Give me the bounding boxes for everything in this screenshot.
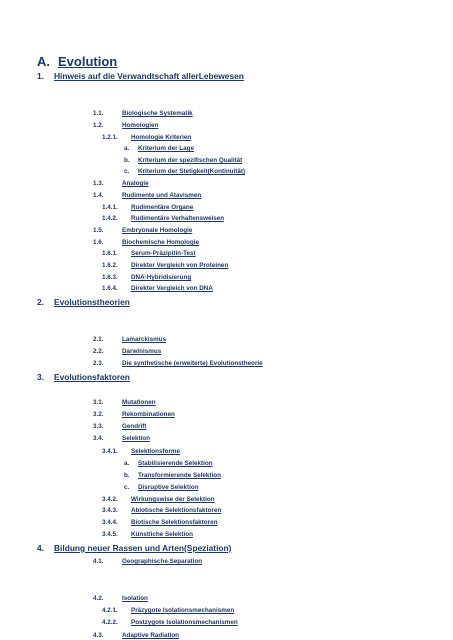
subsection-link[interactable]: Biochemische Homologie (122, 239, 199, 246)
subsubsection-link[interactable]: Serum-Präzipitin-Test (131, 250, 196, 257)
item-letter: c. (124, 168, 130, 175)
subsubsection-link[interactable]: Direkter Vergleich von DNA (131, 285, 213, 292)
item-link[interactable]: Kriterium der spezifischen Qualität (138, 157, 243, 164)
subsection-link[interactable]: Analogie (122, 180, 149, 187)
subsection-number: 4.2. (93, 595, 104, 602)
subsubsection-link[interactable]: Direkter Vergleich von Proteinen (131, 262, 229, 269)
subsubsection-link[interactable]: Präzygote Isolationsmechanismen (131, 607, 235, 614)
subsubsection-number: 1.6.2. (102, 262, 118, 269)
subsection-number: 2.2. (93, 348, 104, 355)
subsection-number: 3.1. (93, 399, 104, 406)
subsection-number: 1.6. (93, 239, 104, 246)
item-letter: b. (124, 157, 130, 164)
subsection-number: 2.1. (93, 336, 104, 343)
subsection-number: 3.2. (93, 411, 104, 418)
subsubsection-link[interactable]: Selektionsforme (131, 448, 180, 455)
subsection-link[interactable]: Isolation (122, 595, 148, 602)
item-link[interactable]: Stabilisierende Selektion (138, 460, 213, 467)
subsection-link[interactable]: Die synthetische (erweiterte) Evolutionstheorie (122, 360, 263, 367)
subsubsection-link[interactable]: Rudimentäre Verhaltensweisen (131, 215, 225, 222)
subsubsection-number: 4.2.2. (102, 619, 118, 626)
subsection-number: 1.3. (93, 180, 104, 187)
subsubsection-link[interactable]: Künstliche Selektion (131, 531, 193, 538)
subsubsection-number: 3.4.1. (102, 448, 118, 455)
subsection-link[interactable]: Geographische Separation (122, 558, 203, 565)
item-link[interactable]: Kriterium der Lage (138, 145, 194, 152)
subsection-link[interactable]: Embryonale Homologie (122, 227, 193, 234)
section-number: 2. (37, 297, 44, 307)
subsection-number: 2.3. (93, 360, 104, 367)
subsection-number: 1.5. (93, 227, 104, 234)
subsubsection-number: 3.4.3. (102, 507, 118, 514)
subsubsection-number: 3.4.5. (102, 531, 118, 538)
item-letter: c. (124, 484, 130, 491)
subsection-link[interactable]: Homologien (122, 122, 159, 129)
subsection-link[interactable]: Rudimente und Atavismen (122, 192, 202, 199)
item-letter: a. (124, 460, 130, 467)
section-number: 4. (37, 543, 44, 553)
subsubsection-number: 3.4.4. (102, 519, 118, 526)
subsection-link[interactable]: Biologische Systematik (122, 110, 193, 117)
section-link[interactable]: Evolutionstheorien (54, 297, 130, 307)
item-letter: b. (124, 472, 130, 479)
subsubsection-number: 1.6.4. (102, 285, 118, 292)
section-link[interactable]: Bildung neuer Rassen und Arten(Speziation) (54, 543, 232, 553)
subsubsection-link[interactable]: Abiotische Selektionsfaktoren (131, 507, 222, 514)
section-link[interactable]: Hinweis auf die Verwandtschaft allerLebewesen (54, 71, 244, 81)
subsection-number: 1.4. (93, 192, 104, 199)
item-letter: a. (124, 145, 130, 152)
subsubsection-number: 1.6.3. (102, 274, 118, 281)
section-number: 3. (37, 372, 44, 382)
subsubsection-number: 1.4.2. (102, 215, 118, 222)
subsubsection-number: 1.6.1. (102, 250, 118, 257)
subsection-number: 1.1. (93, 110, 104, 117)
subsection-link[interactable]: Darwinismus (122, 348, 162, 355)
subsubsection-number: 3.4.2. (102, 496, 118, 503)
subsection-link[interactable]: Lamarckismus (122, 336, 167, 343)
subsection-number: 4.1. (93, 558, 104, 565)
item-link[interactable]: Kriterium der Stetigkeit(Kontinuität) (138, 168, 246, 175)
subsubsection-number: 1.2.1. (102, 134, 118, 141)
subsection-link[interactable]: Gendrift (122, 423, 147, 430)
item-link[interactable]: Transformierende Selektion (138, 472, 221, 479)
subsubsection-link[interactable]: Biotische Selektionsfaktoren (131, 519, 218, 526)
toc-title-number: A. (37, 54, 50, 69)
subsubsection-link[interactable]: Rudimentäre Organe (131, 204, 194, 211)
subsubsection-link[interactable]: DNA-Hybridisierung (131, 274, 192, 281)
section-link[interactable]: Evolutionsfaktoren (54, 372, 130, 382)
subsection-link[interactable]: Rekombinationen (122, 411, 175, 418)
subsection-number: 4.3. (93, 632, 104, 639)
subsection-link[interactable]: Adaptive Radiation (122, 632, 180, 639)
toc-title-link[interactable]: Evolution (58, 54, 118, 69)
subsubsection-link[interactable]: Postzygote Isolationsmechanismen (131, 619, 238, 626)
subsection-number: 3.4. (93, 435, 104, 442)
section-number: 1. (37, 71, 44, 81)
subsection-link[interactable]: Mutationen (122, 399, 156, 406)
subsection-link[interactable]: Selektion (122, 435, 150, 442)
item-link[interactable]: Disruptive Selektion (138, 484, 199, 491)
subsection-number: 1.2. (93, 122, 104, 129)
subsubsection-number: 1.4.1. (102, 204, 118, 211)
subsubsection-link[interactable]: Homologie Kriterien (131, 134, 192, 141)
subsection-number: 3.3. (93, 423, 104, 430)
subsubsection-link[interactable]: Wirkungswise der Selektion (131, 496, 215, 503)
subsubsection-number: 4.2.1. (102, 607, 118, 614)
